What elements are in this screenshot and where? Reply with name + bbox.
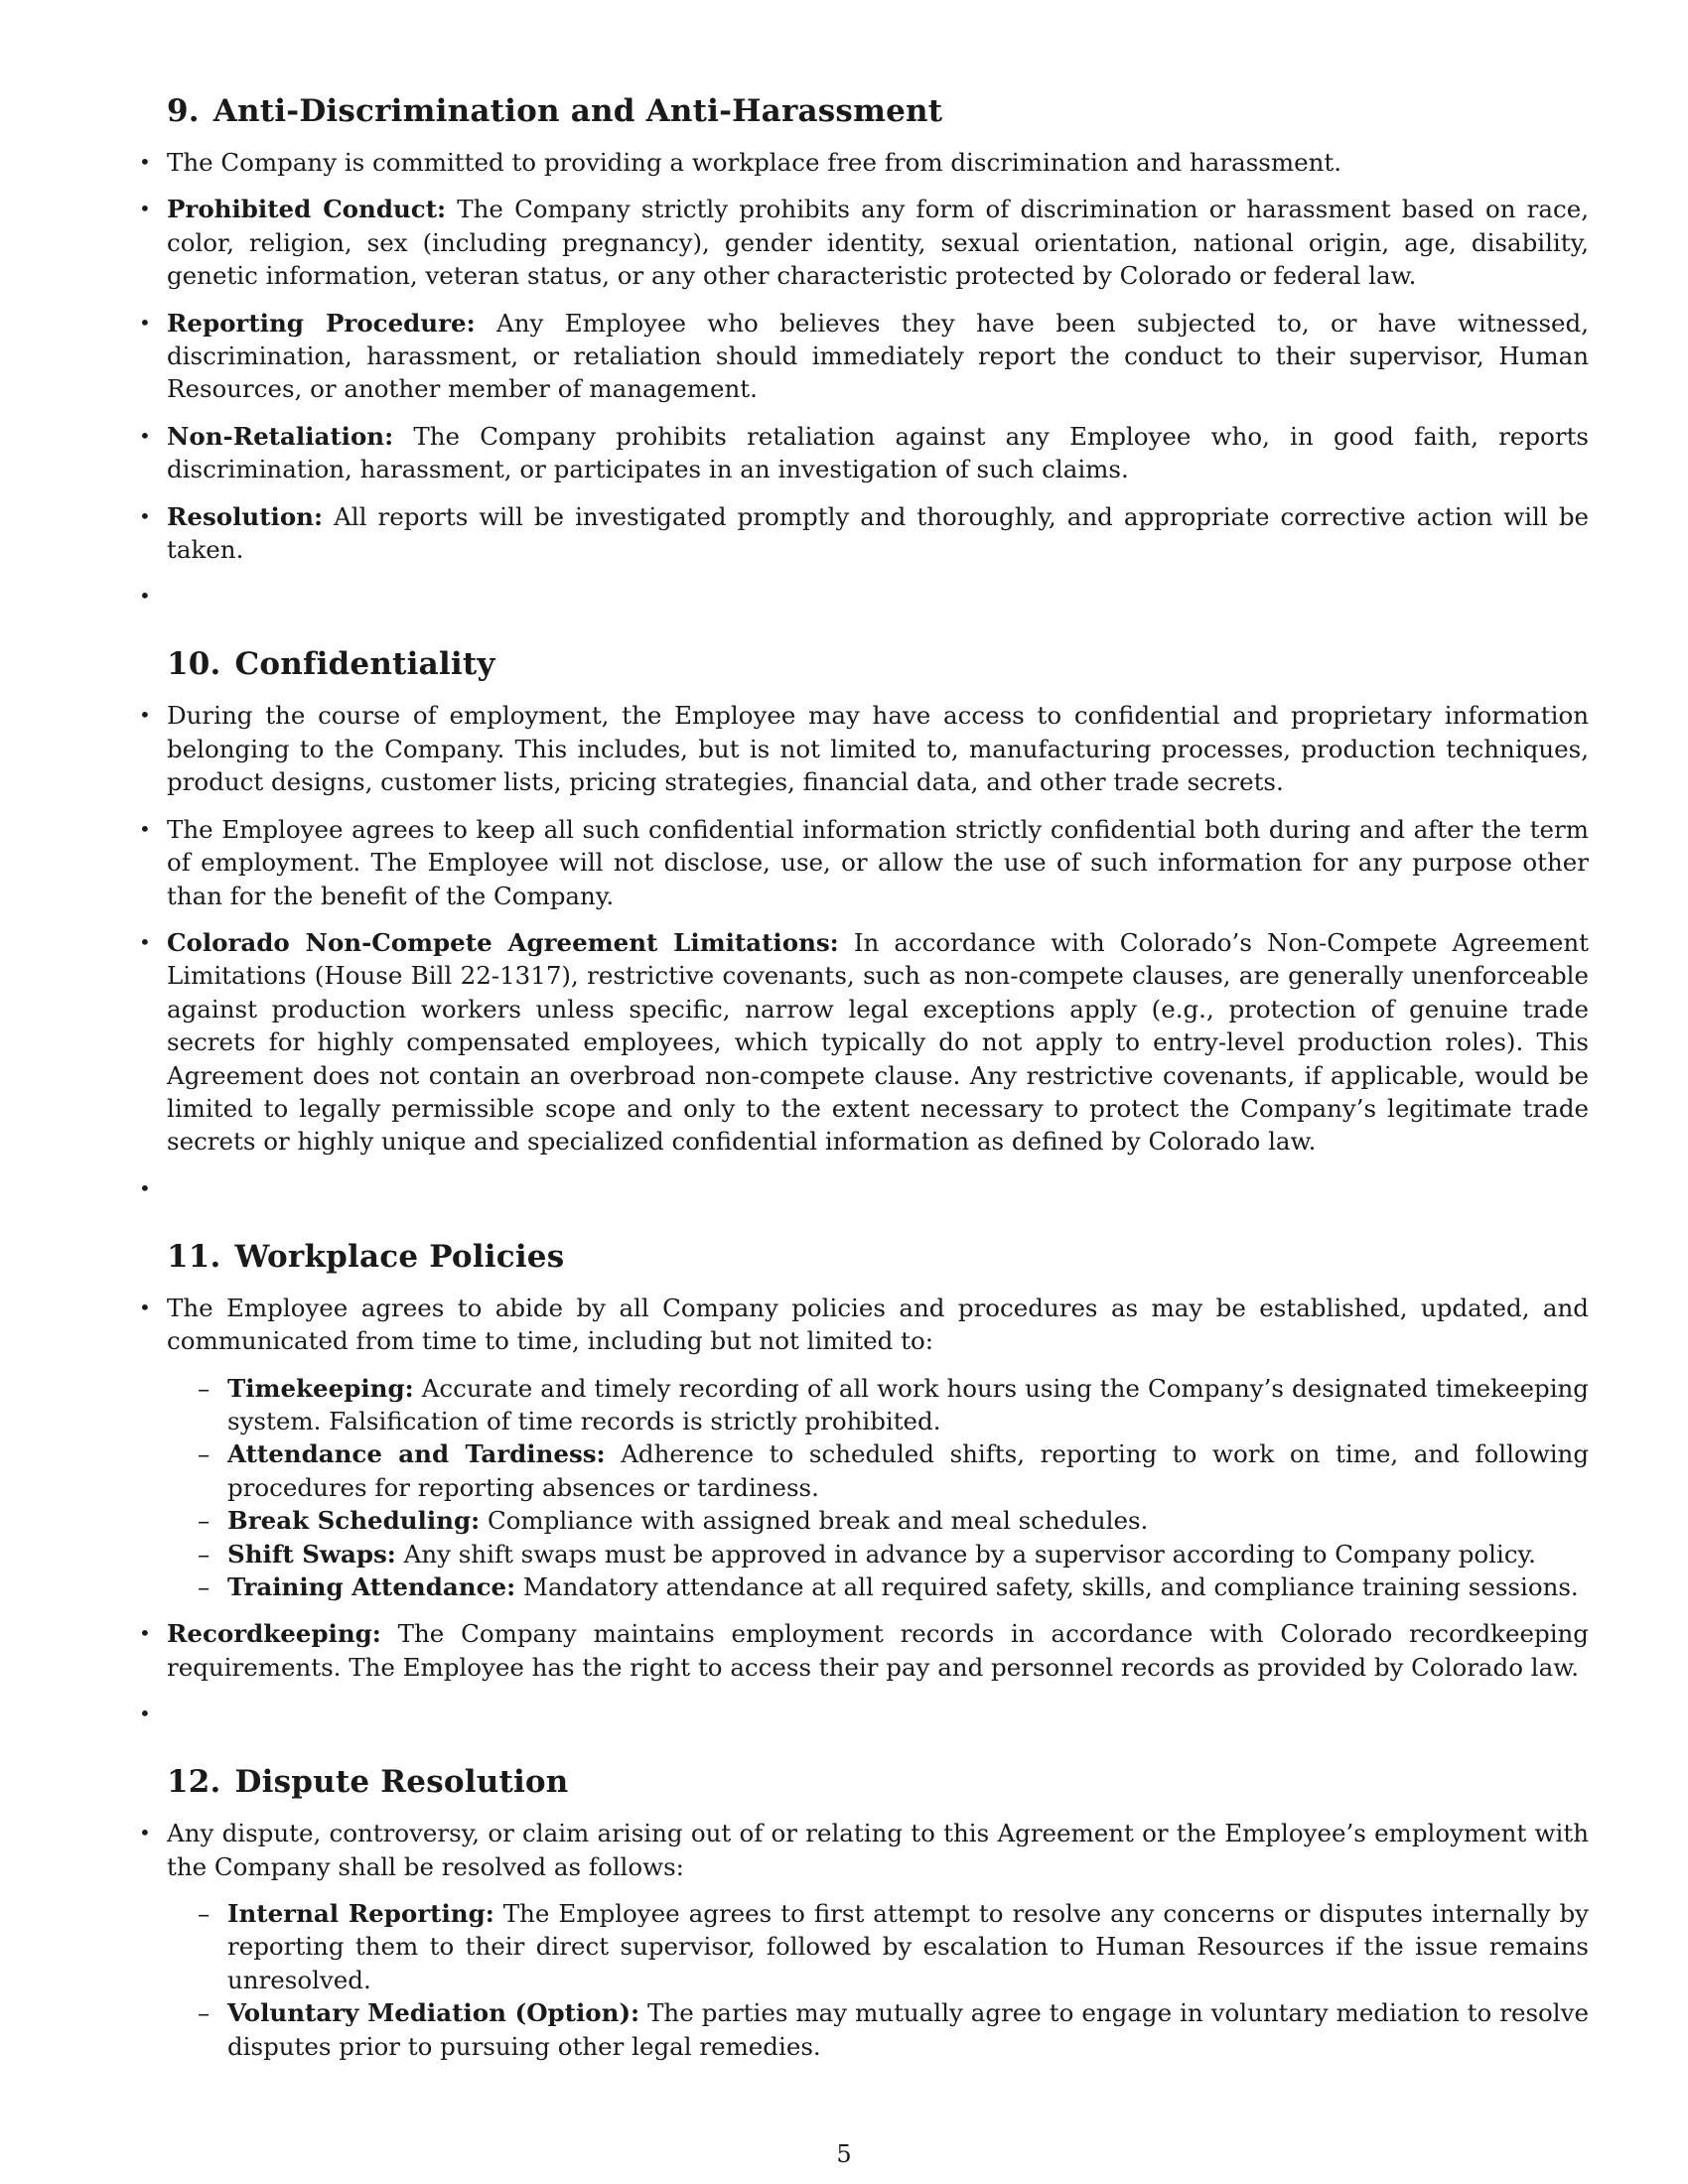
list-item [139, 1172, 1589, 1205]
item-text: The Employee agrees to keep all such confidential information strictly confidential both during and after the term of employment. The Employee will not disclose, use, or allow the use of such information for any purpose other than for the benefit of the Company. [167, 814, 1589, 910]
item-lead: Reporting Procedure: [167, 308, 476, 338]
bullet-icon: • [139, 423, 151, 448]
item-text: Any dispute, controversy, or claim arising out of or relating to this Agreement or the Employee’s employment with the Company shall be resolved as follows: [167, 1819, 1589, 1881]
sub-item-lead: Training Attendance: [227, 1572, 516, 1601]
item-text: The Company is committed to providing a workplace free from discrimination and harassment. [167, 148, 1342, 177]
list-item [139, 1698, 1589, 1730]
dash-icon: – [198, 1899, 211, 1929]
dash-icon: – [198, 1506, 211, 1536]
list-item [139, 500, 1590, 567]
sub-item-text: Mandatory attendance at all required safety, skills, and compliance training sessions. [522, 1572, 1579, 1601]
section-number: 11. [167, 1238, 221, 1275]
sub-item [198, 1538, 1589, 1570]
sections-container [139, 91, 1590, 2063]
sub-item [198, 1996, 1589, 2063]
list-item [139, 1292, 1590, 1604]
bullet-icon: • [139, 1175, 151, 1200]
sub-item-lead: Timekeeping: [227, 1373, 414, 1403]
sub-item-text: The Employee agrees to first attempt to resolve any concerns or disputes internally by reporting them to their direct supervisor, followed by escalation to Human Resources if the issue remains unresolved. [227, 1899, 1589, 1994]
list-item [139, 307, 1589, 406]
item-text: Any Employee who believes they have been subjected to, or have witnessed, discrimination, harassment, or retaliation should immediately report the conduct to their supervisor, Human Resources, or another member of management. [167, 308, 1589, 404]
dash-icon: – [198, 1373, 211, 1403]
item-lead: Recordkeeping: [167, 1619, 381, 1649]
section-spacer [167, 626, 1589, 644]
bullet-icon: • [139, 703, 151, 728]
bullet-icon: • [139, 197, 151, 221]
bullet-icon: • [139, 1821, 151, 1845]
bullet-list [139, 1817, 1589, 2063]
item-text: The Company strictly prohibits any form of discrimination or harassment based on race, color, religion, sex (including pregnancy), gender identity, sexual orientation, national origin, age, disability, genetic information, veteran status, or any other characteristic protected by Colorado or federal law. [167, 195, 1589, 291]
sub-list [167, 1372, 1589, 1604]
section-title: Dispute Resolution [234, 1764, 569, 1801]
dash-icon: – [198, 1572, 211, 1601]
section [139, 91, 1590, 613]
bullet-icon: • [139, 503, 151, 528]
page-number: 5 [836, 2140, 852, 2168]
sub-item-lead: Internal Reporting: [227, 1899, 494, 1929]
bullet-icon: • [139, 310, 151, 335]
item-lead: Prohibited Conduct: [167, 195, 447, 224]
sub-item-lead: Break Scheduling: [227, 1506, 481, 1536]
sub-item [198, 1897, 1589, 1996]
bullet-icon: • [139, 1702, 151, 1726]
section [139, 1237, 1590, 1730]
list-item [139, 580, 1589, 613]
item-text: The Company maintains employment records in accordance with Colorado recordkeeping requirements. The Employee has the right to access their pay and personnel records as provided by Colorado law. [167, 1619, 1589, 1682]
bullet-icon: • [139, 816, 151, 841]
item-lead: Resolution: [167, 501, 324, 531]
sub-item-lead: Attendance and Tardiness: [227, 1439, 606, 1469]
dash-icon: – [198, 1998, 211, 2028]
bullet-icon: • [139, 929, 151, 954]
sub-item-lead: Voluntary Mediation (Option): [227, 1998, 640, 2028]
list-item [139, 1817, 1589, 2063]
section-title: Confidentiality [234, 646, 495, 683]
section-spacer [167, 1744, 1589, 1762]
sub-item-text: The parties may mutually agree to engage in voluntary mediation to resolve disputes prior to pursuing other legal remedies. [227, 1998, 1589, 2061]
section-number: 12. [167, 1764, 221, 1801]
sub-item [198, 1570, 1589, 1603]
section-spacer [167, 1219, 1589, 1237]
sub-item [198, 1504, 1589, 1537]
list-item [139, 699, 1589, 798]
bullet-list [139, 1292, 1590, 1730]
item-lead: Colorado Non-Compete Agreement Limitations: [167, 927, 839, 957]
list-item [139, 813, 1589, 912]
bullet-icon: • [139, 1621, 151, 1646]
list-item [139, 146, 1589, 179]
sub-list [167, 1897, 1589, 2063]
item-text: In accordance with Colorado’s Non-Compete Agreement Limitations (House Bill 22-1317), restrictive covenants, such as non-compete clauses, are generally unenforceable against production workers unless specific, narrow legal exceptions apply (e.g., protection of genuine trade secrets for highly compensated employees, which typically do not apply to entry-level production roles). This Agreement does not contain an overbroad non-compete clause. Any restrictive covenants, if applicable, would be limited to legally permissible scope and only to the extent necessary to protect the Company’s legitimate trade secrets or highly unique and specialized confidential information as defined by Colorado law. [167, 927, 1590, 1157]
bullet-icon: • [139, 584, 151, 609]
section-heading [167, 91, 1589, 131]
sub-item-lead: Shift Swaps: [227, 1539, 396, 1569]
bullet-list [139, 699, 1590, 1204]
section [139, 1762, 1589, 2063]
list-item [139, 193, 1589, 292]
bullet-icon: • [139, 150, 151, 174]
list-item [139, 420, 1589, 486]
sub-item-text: Accurate and timely recording of all work hours using the Company’s designated timekeeping system. Falsification of time records is strictly prohibited. [227, 1373, 1589, 1435]
document-page [139, 91, 1590, 2077]
item-lead: Non-Retaliation: [167, 421, 394, 451]
section-title: Anti-Discrimination and Anti-Harassment [212, 93, 943, 129]
sub-item-text: Adherence to scheduled shifts, reporting to work on time, and following procedures for reporting absences or tardiness. [227, 1439, 1590, 1502]
list-item [139, 926, 1590, 1159]
sub-item-text: Compliance with assigned break and meal schedules. [487, 1506, 1149, 1536]
section [139, 644, 1590, 1204]
list-item [139, 1617, 1589, 1684]
bullet-icon: • [139, 1295, 151, 1319]
dash-icon: – [198, 1539, 211, 1569]
dash-icon: – [198, 1439, 211, 1469]
section-heading [167, 1237, 1589, 1277]
section-heading [167, 644, 1589, 684]
sub-item [198, 1437, 1590, 1504]
section-number: 9. [167, 93, 200, 129]
section-title: Workplace Policies [234, 1238, 565, 1275]
item-text: All reports will be investigated promptly and thoroughly, and appropriate corrective action will be taken. [167, 501, 1590, 565]
item-text: The Company prohibits retaliation against any Employee who, in good faith, reports discrimination, harassment, or participates in an investigation of such claims. [167, 421, 1589, 484]
section-heading [167, 1762, 1589, 1802]
sub-item [198, 1372, 1589, 1438]
item-text: The Employee agrees to abide by all Company policies and procedures as may be established, updated, and communicated from time to time, including but not limited to: [167, 1293, 1589, 1356]
section-number: 10. [167, 646, 221, 683]
sub-item-text: Any shift swaps must be approved in advance by a supervisor according to Company policy. [403, 1539, 1536, 1569]
bullet-list [139, 146, 1590, 613]
item-text: During the course of employment, the Employee may have access to confidential and proprietary information belonging to the Company. This includes, but is not limited to, manufacturing processes, production techniques, product designs, customer lists, pricing strategies, financial data, and other trade secrets. [167, 701, 1589, 797]
